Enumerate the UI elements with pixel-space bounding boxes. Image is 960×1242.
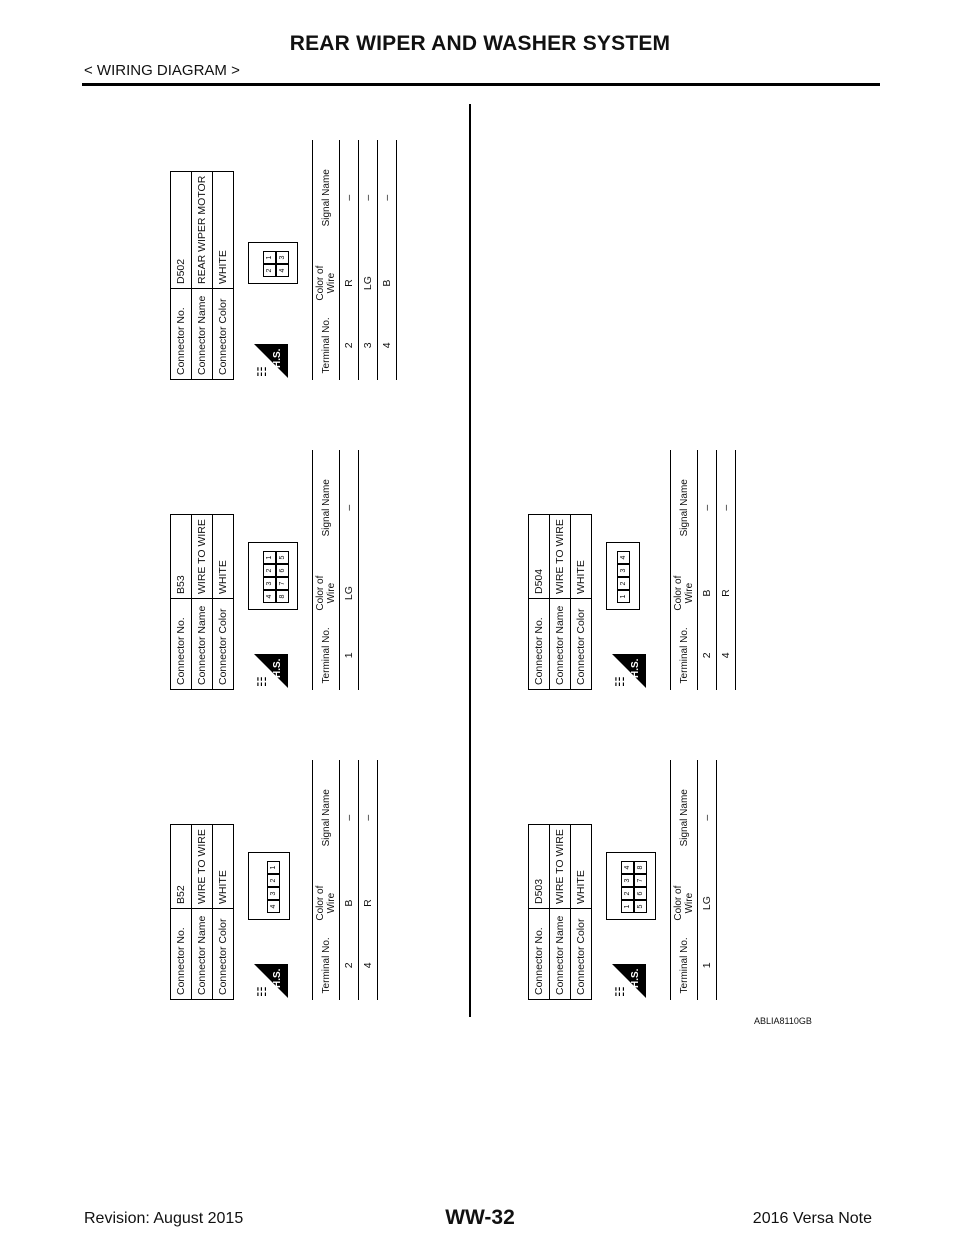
- connector-face-diagram: [606, 852, 656, 920]
- connector-info-table: [170, 514, 234, 690]
- hs-icon: ☷ H.S.: [254, 964, 288, 998]
- pin-grid: [263, 251, 289, 277]
- label-connector-name: Connector Name: [192, 909, 213, 1000]
- connector-block-b53: [170, 450, 359, 690]
- connector-no: B52: [171, 825, 192, 909]
- pin: 2: [263, 264, 276, 277]
- terminal-table: [670, 450, 736, 690]
- connector-no: D504: [529, 515, 550, 599]
- pin-grid: [267, 861, 280, 913]
- table-row: 2 B –: [340, 760, 359, 1000]
- pin: 6: [276, 564, 289, 577]
- col-signal-name: Signal Name: [671, 760, 698, 876]
- label-connector-name: Connector Name: [550, 599, 571, 690]
- footer-page-number: WW-32: [445, 1206, 515, 1229]
- pin: 2: [267, 874, 280, 887]
- connector-name: WIRE TO WIRE: [192, 825, 213, 909]
- label-connector-name: Connector Name: [192, 289, 213, 380]
- label-connector-color: Connector Color: [213, 289, 234, 380]
- connector-block-d502: [170, 140, 397, 380]
- connector-no: B53: [171, 515, 192, 599]
- label-connector-no: Connector No.: [529, 599, 550, 690]
- terminal-table: [312, 140, 397, 380]
- connector-face-row: [598, 760, 662, 1000]
- pin: 4: [267, 900, 280, 913]
- col-signal-name: Signal Name: [313, 450, 340, 566]
- connector-info-table: [528, 514, 592, 690]
- pin: 7: [276, 577, 289, 590]
- label-connector-color: Connector Color: [571, 909, 592, 1000]
- connector-name: REAR WIPER MOTOR: [192, 171, 213, 288]
- hs-icon: ☷ H.S.: [254, 344, 288, 378]
- pin: 7: [634, 874, 647, 887]
- connector-name: WIRE TO WIRE: [550, 825, 571, 909]
- label-connector-no: Connector No.: [529, 909, 550, 1000]
- table-row: 1 LG –: [340, 450, 359, 690]
- label-connector-color: Connector Color: [213, 909, 234, 1000]
- connector-face-diagram: [248, 852, 290, 920]
- col-wire-color: Color of Wire: [313, 566, 340, 621]
- pin: 3: [263, 577, 276, 590]
- col-wire-color: Color of Wire: [313, 876, 340, 931]
- connector-face-row: [240, 450, 304, 690]
- table-row: 2 B –: [698, 450, 717, 690]
- table-row: 2 R –: [340, 140, 359, 380]
- pin: 3: [276, 251, 289, 264]
- pin-grid: [621, 861, 647, 913]
- terminal-table: [670, 760, 717, 1000]
- connector-color: WHITE: [571, 825, 592, 909]
- connector-face-row: [598, 450, 662, 690]
- label-connector-name: Connector Name: [192, 599, 213, 690]
- table-row: 4 R –: [359, 760, 378, 1000]
- col-wire-color: Color of Wire: [671, 876, 698, 931]
- table-row: 4 B –: [378, 140, 397, 380]
- hs-icon: ☷ H.S.: [254, 654, 288, 688]
- connector-name: WIRE TO WIRE: [550, 515, 571, 599]
- col-terminal-no: Terminal No.: [671, 621, 698, 690]
- hs-icon: ☷ H.S.: [612, 654, 646, 688]
- connector-block-b52: [170, 760, 378, 1000]
- pin: 5: [634, 900, 647, 913]
- pin: 5: [276, 551, 289, 564]
- table-row: 3 LG –: [359, 140, 378, 380]
- connector-face-diagram: [606, 542, 640, 610]
- connector-block-d504: [528, 450, 736, 690]
- connector-info-table: [170, 171, 234, 380]
- label-connector-name: Connector Name: [550, 909, 571, 1000]
- pin: 4: [617, 551, 630, 564]
- connector-face-diagram: [248, 242, 298, 284]
- label-connector-no: Connector No.: [171, 599, 192, 690]
- col-wire-color: Color of Wire: [313, 256, 340, 311]
- figure-code: ABLIA8110GB: [754, 1016, 812, 1026]
- pin: 1: [267, 861, 280, 874]
- col-signal-name: Signal Name: [313, 760, 340, 876]
- pin: 4: [276, 264, 289, 277]
- label-connector-color: Connector Color: [213, 599, 234, 690]
- connector-face-diagram: [248, 542, 298, 610]
- connector-info-table: [170, 824, 234, 1000]
- pin: 1: [617, 590, 630, 603]
- label-connector-no: Connector No.: [171, 289, 192, 380]
- col-terminal-no: Terminal No.: [313, 931, 340, 1000]
- terminal-table: [312, 760, 378, 1000]
- pin: 2: [263, 564, 276, 577]
- footer-revision: Revision: August 2015: [84, 1210, 244, 1227]
- center-divider: [469, 104, 471, 1017]
- hs-icon: ☷ H.S.: [612, 964, 646, 998]
- connector-color: WHITE: [213, 171, 234, 288]
- pin: 2: [621, 887, 634, 900]
- connector-face-row: [240, 140, 304, 380]
- pin-grid: [263, 551, 289, 603]
- connector-color: WHITE: [571, 515, 592, 599]
- pin: 1: [263, 251, 276, 264]
- terminal-table: [312, 450, 359, 690]
- connector-no: D503: [529, 825, 550, 909]
- pin: 4: [621, 861, 634, 874]
- pin: 3: [621, 874, 634, 887]
- footer-model: 2016 Versa Note: [752, 1210, 872, 1227]
- page-title: REAR WIPER AND WASHER SYSTEM: [289, 32, 671, 55]
- connector-name: WIRE TO WIRE: [192, 515, 213, 599]
- table-row: 4 R –: [717, 450, 736, 690]
- pin: 8: [634, 861, 647, 874]
- col-signal-name: Signal Name: [671, 450, 698, 566]
- pin: 4: [263, 590, 276, 603]
- label-connector-no: Connector No.: [171, 909, 192, 1000]
- section-subtitle: < WIRING DIAGRAM >: [84, 62, 240, 79]
- connector-info-table: [528, 824, 592, 1000]
- table-row: 1 LG –: [698, 760, 717, 1000]
- col-signal-name: Signal Name: [313, 140, 340, 256]
- connector-block-d503: [528, 760, 717, 1000]
- pin: 6: [634, 887, 647, 900]
- pin: 3: [617, 564, 630, 577]
- connector-no: D502: [171, 171, 192, 288]
- pin: 1: [621, 900, 634, 913]
- col-terminal-no: Terminal No.: [313, 621, 340, 690]
- pin: 2: [617, 577, 630, 590]
- connector-color: WHITE: [213, 825, 234, 909]
- header-rule: [82, 83, 880, 86]
- pin: 3: [267, 887, 280, 900]
- connector-face-row: [240, 760, 304, 1000]
- label-connector-color: Connector Color: [571, 599, 592, 690]
- col-terminal-no: Terminal No.: [671, 931, 698, 1000]
- col-wire-color: Color of Wire: [671, 566, 698, 621]
- pin: 8: [276, 590, 289, 603]
- pin-grid: [617, 551, 630, 603]
- col-terminal-no: Terminal No.: [313, 311, 340, 380]
- pin: 1: [263, 551, 276, 564]
- connector-color: WHITE: [213, 515, 234, 599]
